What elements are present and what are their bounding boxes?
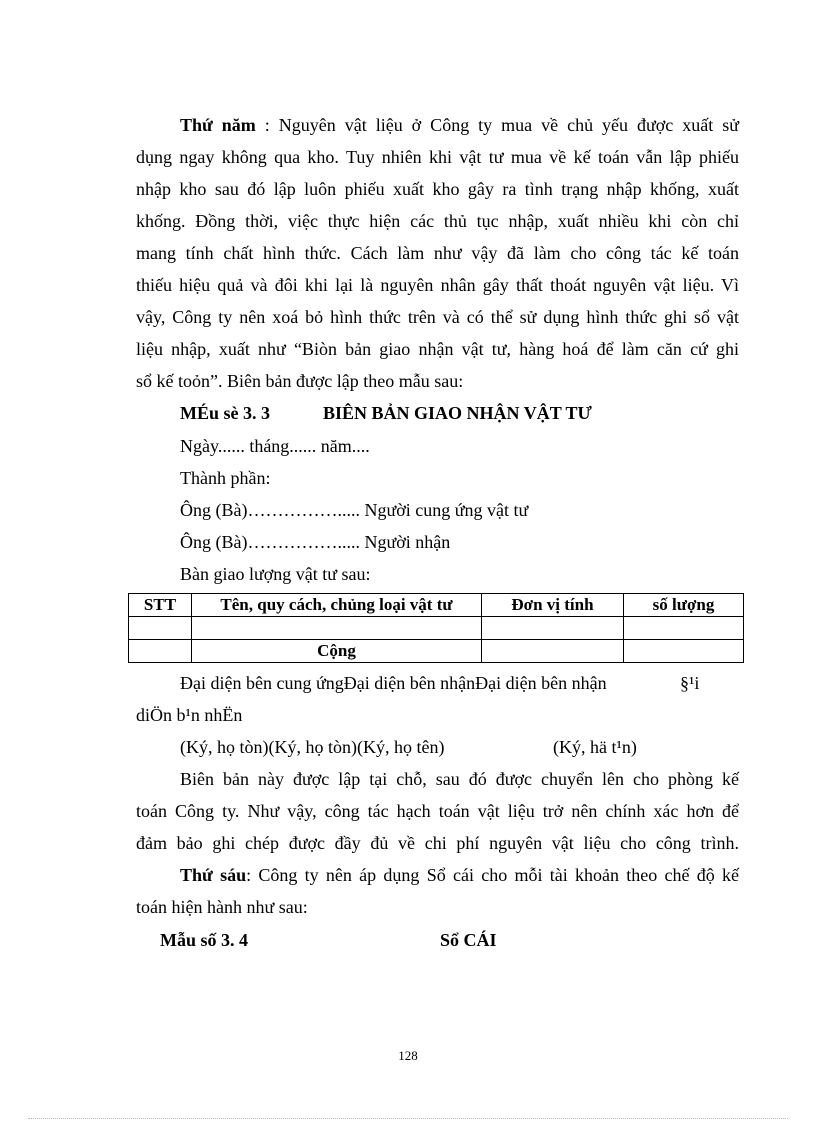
para3-last-line: toán hiện hành như sau: xyxy=(136,897,308,917)
para1-line1 xyxy=(180,114,739,136)
col-quantity: số lượng xyxy=(624,594,744,617)
form-label: MÉu sè 3. 3 xyxy=(180,403,270,423)
para2-line: Biên bản này được lập tại chỗ, sau đó được chuyển lên cho phòng kế xyxy=(180,769,739,789)
para1-line: vậy, Công ty nên xoá bỏ hình thức trên và có thể sử dụng hình thức ghi sổ vật xyxy=(136,307,739,327)
date-line: Ngày...... tháng...... năm.... xyxy=(180,436,370,456)
form-title: BIÊN BẢN GIAO NHẬN VẬT TƯ xyxy=(323,403,592,423)
para3-lead: Thứ sáu xyxy=(180,865,247,885)
table-header-row xyxy=(129,594,744,617)
signature-notes-garbled: (Ký, hä t¹n) xyxy=(553,737,637,757)
form2-label: Mẫu số 3. 4 xyxy=(160,930,249,950)
para3-line1 xyxy=(180,864,739,886)
signature-roles-garbled: §¹i xyxy=(680,673,700,693)
signature-notes: (Ký, họ tòn)(Ký, họ tòn)(Ký, họ tên) xyxy=(180,737,445,757)
para2-line: đảm bảo ghi chép được đầy đủ về chi phí nguyên vật liệu cho công trình. xyxy=(136,833,739,853)
signature-roles: Đại diện bên cung ứngĐại diện bên nhậnĐại diện bên nhận xyxy=(180,673,607,693)
para1-line: nhập kho sau đó lập luôn phiếu xuất kho gây ra tình trạng nhập khống, xuất xyxy=(136,179,739,199)
page-bottom-divider xyxy=(28,1118,788,1119)
para1-line: dụng ngay không qua kho. Tuy nhiên khi vật tư mua về kế toán vẫn lập phiếu xyxy=(136,147,739,167)
members-label: Thành phần: xyxy=(180,468,271,488)
page-number: 128 xyxy=(398,1048,418,1063)
para1-last-line: sổ kế toỏn”. Biên bản được lập theo mẫu sau: xyxy=(136,371,464,391)
receiver-line: Ông (Bà)……………..... Người nhận xyxy=(180,532,451,552)
col-item-name: Tên, quy cách, chủng loại vật tư xyxy=(192,594,482,617)
handover-line: Bàn giao lượng vật tư sau: xyxy=(180,564,371,584)
para1-line: liệu nhập, xuất như “Biòn bản giao nhận vật tư, hàng hoá để làm căn cứ ghi xyxy=(136,339,739,359)
para1-line: khống. Đồng thời, việc thực hiện các thủ tục nhập, xuất nhiều khi còn chỉ xyxy=(136,211,739,231)
para1-line1-text: : Nguyên vật liệu ở Công ty mua về chủ yếu được xuất sử xyxy=(255,115,740,135)
col-unit: Đơn vị tính xyxy=(482,594,624,617)
supplier-line: Ông (Bà)……………..... Người cung ứng vật tư xyxy=(180,500,529,520)
para3-line1-text: : Công ty nên áp dụng Sổ cái cho mỗi tài khoản theo chế độ kế xyxy=(246,865,739,885)
para1-line: thiếu hiệu quả và đôi khi lại là nguyên nhân gây thất thoát nguyên vật liệu. Vì xyxy=(136,275,739,295)
table-row xyxy=(129,617,744,640)
para2-line: toán Công ty. Như vậy, công tác hạch toán vật liệu trở nên chính xác hơn để xyxy=(136,801,739,821)
col-stt: STT xyxy=(129,594,192,617)
para1-line: mang tính chất hình thức. Cách làm như vậy đã làm cho công tác kế toán xyxy=(136,243,739,263)
para1-lead: Thứ năm xyxy=(180,115,256,135)
handover-table xyxy=(128,593,744,663)
table-total-row xyxy=(129,640,744,663)
total-label: Cộng xyxy=(192,640,482,663)
form2-title: Sổ CÁI xyxy=(440,930,497,950)
signature-roles-cont: diÖn b¹n nhËn xyxy=(136,705,243,725)
